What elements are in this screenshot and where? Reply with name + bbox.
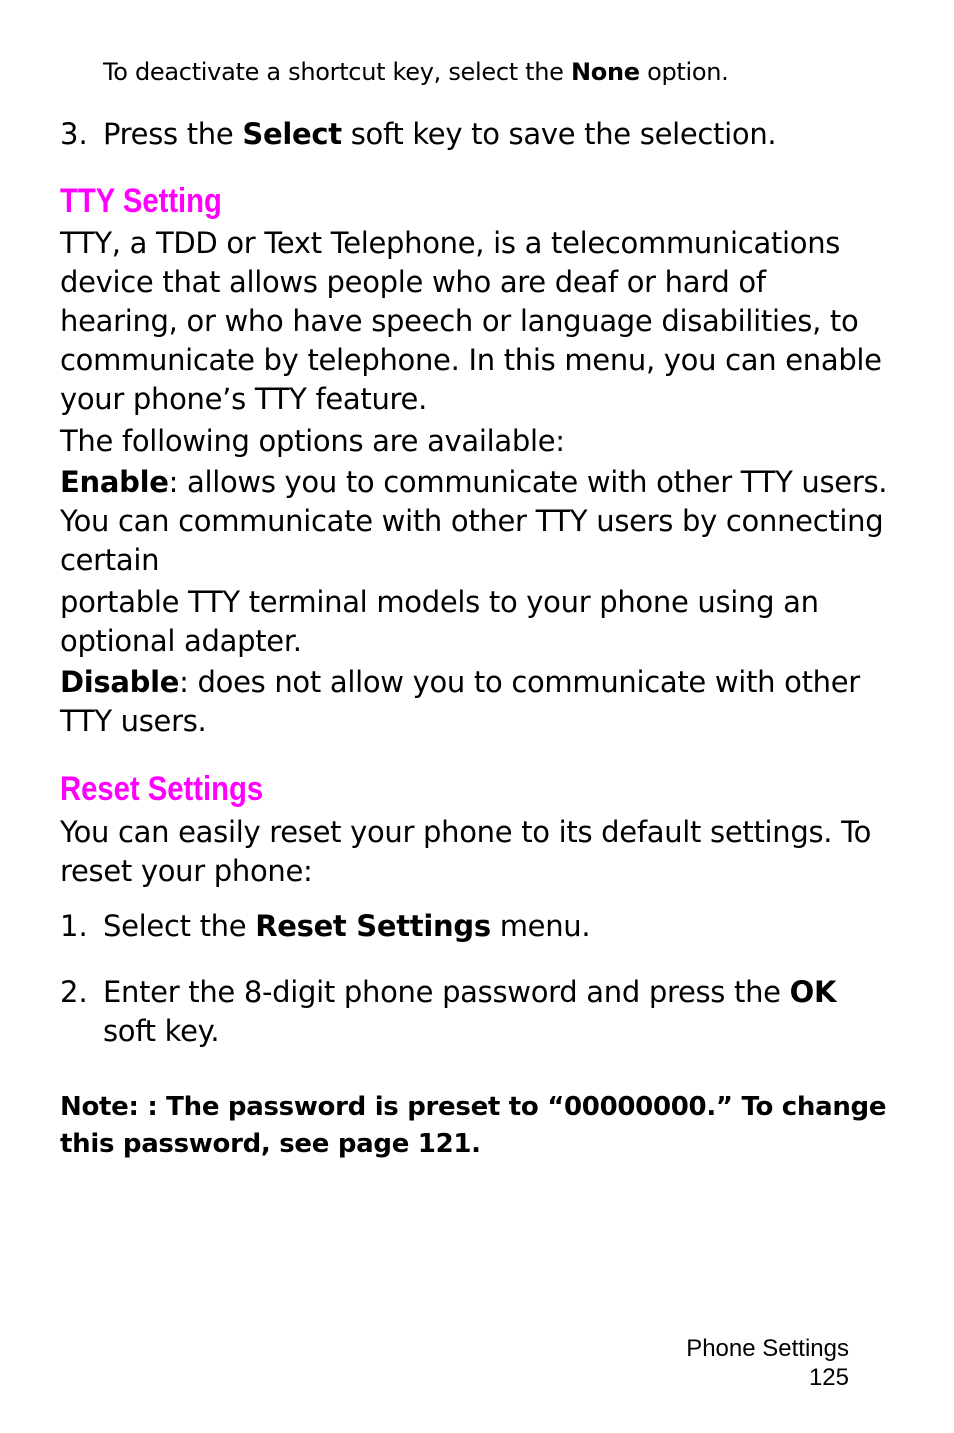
tty-enable-option: Enable: allows you to communicate with other TTY users. You can communicate with other TTY users by connecting certain (60, 465, 888, 577)
reset-description: You can easily reset your phone to its default settings. To reset your phone: (60, 815, 872, 888)
page-number: 125 (808, 1364, 849, 1391)
shortcut-deactivate-note: To deactivate a shortcut key, select the None option. (103, 58, 729, 86)
disable-label: Disable (60, 665, 180, 699)
password-note: Note: : The password is preset to “00000000.” To change this password, see page 121. (60, 1092, 887, 1159)
step-1-number: 1. (60, 909, 88, 943)
footer-section-title: Phone Settings (686, 1335, 849, 1362)
reset-settings-heading: Reset Settings (60, 770, 264, 808)
tty-options-intro: The following options are available: (60, 424, 565, 458)
reset-settings-menu-label: Reset Settings (255, 909, 491, 943)
step-3-text: Press the Select soft key to save the selection. (103, 117, 777, 151)
tty-setting-heading: TTY Setting (60, 182, 222, 220)
select-key-label: Select (242, 117, 342, 151)
none-option-label: None (570, 58, 640, 86)
tty-enable-continued: portable TTY terminal models to your phone using an optional adapter. (60, 585, 819, 658)
step-3-number: 3. (60, 117, 88, 151)
step-2-number: 2. (60, 975, 88, 1009)
step-1-text: Select the Reset Settings menu. (103, 909, 591, 943)
page-footer (686, 1334, 849, 1392)
tty-description: TTY, a TDD or Text Telephone, is a telecommunications device that allows people who are deaf or hard of hearing, or who have speech or language disabilities, to communicate by telephone. In this menu, you can enable your phone’s TTY feature. (60, 226, 882, 416)
tty-disable-option: Disable: does not allow you to communicate with other TTY users. (60, 665, 860, 738)
ok-key-label: OK (789, 975, 837, 1009)
enable-label: Enable (60, 465, 169, 499)
step-2-text: Enter the 8-digit phone password and press the OK soft key. (103, 975, 837, 1048)
